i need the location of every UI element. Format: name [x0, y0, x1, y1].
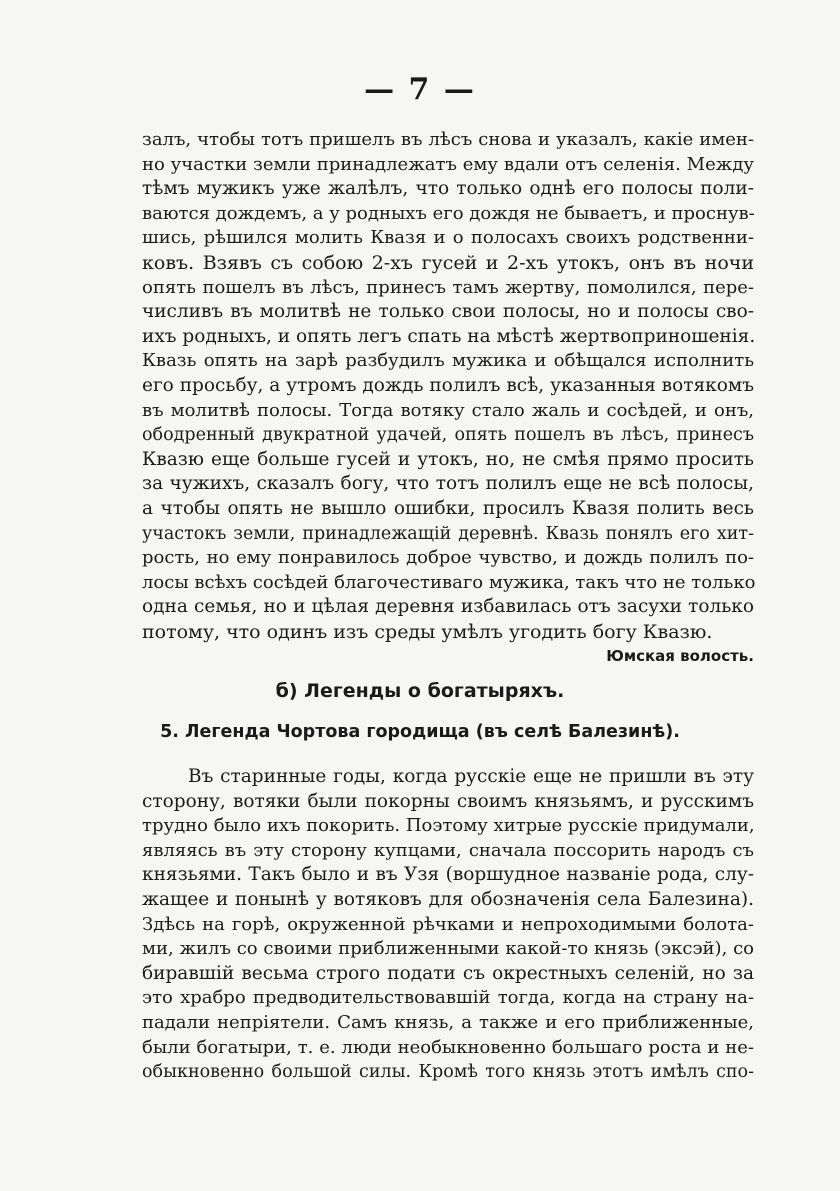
legend-title: 5. Легенда Чортова городища (въ селѣ Балезинѣ).: [160, 722, 680, 742]
text-line: тѣмъ мужикъ уже жалѣлъ, что только однѣ его полосы поли-: [142, 178, 754, 200]
text-line: въ молитвѣ полосы. Тогда вотяку стало жаль и сосѣдей, и онъ,: [142, 399, 754, 421]
text-line: его просьбу, а утромъ дождь полилъ всѣ, указанныя вотякомъ: [142, 374, 754, 396]
text-line: ковъ. Взявъ съ собою 2-хъ гусей и 2-хъ утокъ, онъ въ ночи: [142, 251, 754, 274]
text-line: биравшій весьма строго подати съ окрестныхъ селеній, но за: [142, 962, 754, 984]
text-line: обыкновенно большой силы. Кромѣ того князь этотъ имѣлъ спо-: [142, 1062, 754, 1083]
paragraph-1: [142, 128, 754, 669]
text-line: числивъ въ молитвѣ не только свои полосы, но и полосы сво-: [142, 301, 754, 323]
text-line: ободренный двукратной удачей, опять пошелъ въ лѣсъ, принесъ: [142, 425, 754, 446]
text-line: рость, но ему понравилось доброе чувство, и дождь полилъ по-: [142, 547, 754, 569]
text-line: князьями. Такъ было и въ Узя (воршудное названіе рода, слу-: [142, 864, 754, 886]
text-line: ихъ родныхъ, и опять легъ спать на мѣстѣ жертвоприношенія.: [142, 325, 756, 347]
text-line: шись, рѣшился молить Квазя и о полосахъ своихъ родственни-: [142, 227, 754, 249]
text-line: Квазю еще больше гусей и утокъ, но, не смѣя прямо просить: [142, 448, 754, 470]
text-line: сторону, вотяки были покорны своимъ князьямъ, и русскимъ: [142, 790, 754, 812]
text-line: ми, жилъ со своими приближенными какой-то князь (эксэй), со: [142, 938, 754, 960]
paragraph-2: [142, 765, 754, 1085]
text-line: ваются дождемъ, а у родныхъ его дождя не бываетъ, и проснув-: [142, 202, 755, 224]
text-line: были богатыри, т. е. люди необыкновенно большаго роста и не-: [142, 1036, 754, 1058]
text-line: Квазь опять на зарѣ разбудилъ мужика и обѣщался исполнить: [142, 350, 754, 372]
text-line: жащее и понынѣ у вотяковъ для обозначенія села Балезина).: [142, 888, 754, 910]
text-line: а чтобы опять не вышло ошибки, просилъ Квазя полить весь: [142, 497, 754, 519]
text-line: участокъ земли, принадлежащій деревнѣ. Квазь понялъ его хит-: [142, 523, 754, 544]
text-line: являясь въ эту сторону купцами, сначала поссорить народъ съ: [142, 839, 754, 861]
text-line: одна семья, но и цѣлая деревня избавилась отъ засухи только: [142, 596, 754, 618]
text-line: но участки земли принадлежатъ ему вдали отъ селенія. Между: [142, 153, 754, 175]
text-line: за чужихъ, сказалъ богу, что тотъ полилъ еще не всѣ полосы,: [142, 473, 754, 495]
source-note: Юмская волость.: [606, 647, 754, 666]
text-line: Здѣсь на горѣ, окруженной рѣчками и непроходимыми болота-: [142, 913, 754, 935]
text-line: потому, что одинъ изъ среды умѣлъ угодить богу Квазю.: [142, 620, 713, 643]
page-number: — 7 —: [364, 72, 476, 107]
section-title: б) Легенды о богатыряхъ.: [275, 680, 565, 702]
text-line: падали непріятели. Самъ князь, а также и его приближенные,: [142, 1011, 754, 1033]
text-line: Въ старинные годы, когда русскіе еще не пришли въ эту: [188, 766, 754, 787]
text-line: трудно было ихъ покорить. Поэтому хитрые русскіе придумали,: [142, 815, 755, 837]
text-line: опять пошелъ въ лѣсъ, принесъ тамъ жертву, помолился, пере-: [142, 276, 754, 298]
text-line: лосы всѣхъ сосѣдей благочестиваго мужика, такъ что не только: [142, 571, 756, 593]
text-line: это храбро предводительствовавшій тогда, когда на страну на-: [142, 987, 754, 1009]
text-line: залъ, чтобы тотъ пришелъ въ лѣсъ снова и указалъ, какіе имен-: [142, 129, 754, 150]
